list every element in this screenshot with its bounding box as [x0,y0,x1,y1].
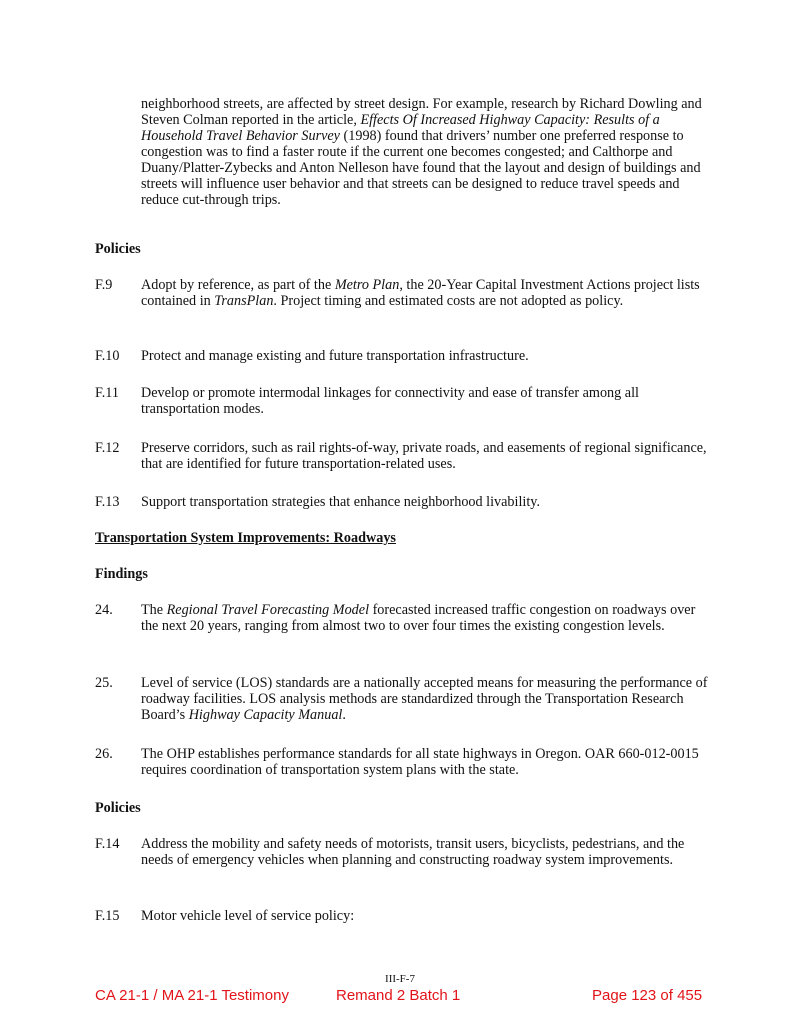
finding-number: 25. [95,675,113,691]
intro-text: neighborhood streets, are affected by street design. For example, research by Richard Dowling and Steven Colman reported in the article, [141,96,702,128]
article-title: Effects Of Increased Highway Capacity: Results of a Household Travel Behavior Survey [141,112,660,144]
policy-text: Preserve corridors, such as rail rights-of-way, private roads, and easements of regional significance, that are identified for future transportation-related uses. [141,440,707,472]
finding-number: 26. [95,746,113,762]
intro-text-rest: (1998) found that drivers’ number one preferred response to congestion was to find a faster route if the current one becomes congested; and Calthorpe and Duany/Platter-Zybecks and Anton Nelleson have found that the layout and design of buildings and streets will influence user behavior and that streets can be designed to reduce travel speeds and reduce cut-through trips. [141,128,701,208]
footer-case-label: CA 21-1 / MA 21-1 Testimony [95,987,289,1004]
policy-number: F.11 [95,385,119,401]
section-title: Transportation System Improvements: Roadways [95,530,396,546]
policy-number: F.15 [95,908,120,924]
policy-number: F.13 [95,494,120,510]
policy-text: Develop or promote intermodal linkages for connectivity and ease of transfer among all transportation modes. [141,385,639,417]
policy-text: Adopt by reference, as part of the Metro Plan, the 20-Year Capital Investment Actions project lists contained in TransPlan. Project timing and estimated costs are not adopted as policy. [141,277,700,309]
footer-page-count: Page 123 of 455 [592,987,703,1004]
finding-text: The Regional Travel Forecasting Model forecasted increased traffic congestion on roadways over the next 20 years, ranging from almost two to over four times the existing congestion levels. [141,602,696,634]
policy-text: Support transportation strategies that enhance neighborhood livability. [141,494,540,510]
policy-number: F.14 [95,836,120,852]
policy-number: F.10 [95,348,120,364]
policy-text: Address the mobility and safety needs of motorists, transit users, bicyclists, pedestrians, and the needs of emergency vehicles when planning and constructing roadway system improvements. [141,836,685,868]
page-number: III-F-7 [385,973,415,985]
policy-number: F.12 [95,440,120,456]
policy-text: Motor vehicle level of service policy: [141,908,355,924]
findings-heading: Findings [95,566,148,582]
finding-text: The OHP establishes performance standards for all state highways in Oregon. OAR 660-012-0015 requires coordination of transportation system plans with the state. [141,746,699,778]
policies-heading: Policies [95,241,141,257]
intro-paragraph [141,96,711,208]
policy-text: Protect and manage existing and future transportation infrastructure. [141,348,529,364]
finding-text: Level of service (LOS) standards are a nationally accepted means for measuring the performance of roadway facilities. LOS analysis methods are standardized through the Transportation Research Board’s Highway Capacity Manual. [141,675,708,723]
finding-number: 24. [95,602,113,618]
policies-heading: Policies [95,800,141,816]
footer-batch-label: Remand 2 Batch 1 [336,987,461,1004]
policy-number: F.9 [95,277,113,293]
